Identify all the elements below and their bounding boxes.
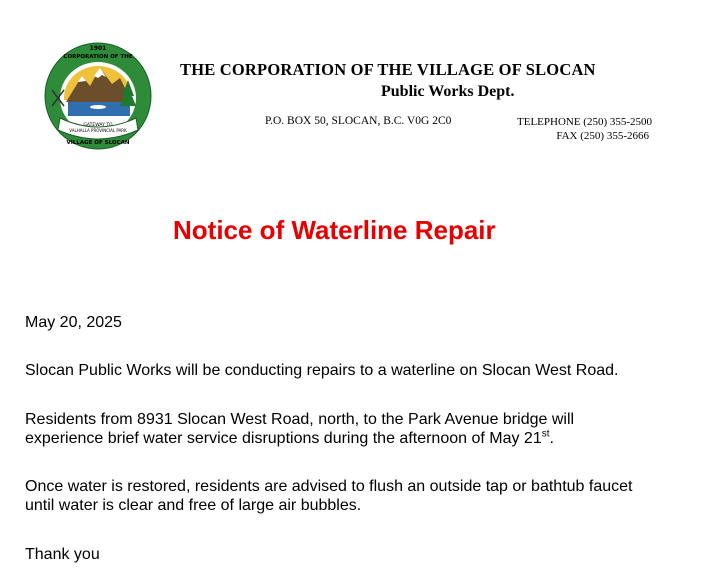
logo-ribbon-line2: VALHALLA PROVINCIAL PARK — [69, 128, 127, 133]
date-ordinal-suffix: st — [541, 428, 550, 440]
notice-title: Notice of Waterline Repair — [173, 215, 496, 245]
notice-date: May 20, 2025 — [25, 314, 122, 331]
logo-ring-bottom: VILLAGE OF SLOCAN — [66, 140, 130, 146]
paragraph-2-line-1: Residents from 8931 Slocan West Road, north, to the Park Avenue bridge will — [25, 411, 575, 428]
notice-paragraph-3 — [25, 477, 632, 515]
telephone-number: TELEPHONE (250) 355-2500 — [517, 116, 653, 128]
closing-text: Thank you — [25, 546, 100, 563]
paragraph-2-line-2-text: experience brief water service disruptions during the afternoon of May 21 — [25, 430, 542, 447]
contact-block — [517, 115, 653, 143]
logo-year: 1901 — [89, 45, 107, 52]
paragraph-2-line-2 — [25, 429, 574, 448]
notice-paragraph-2 — [25, 410, 574, 448]
paragraph-3-line-1: Once water is restored, residents are advised to flush an outside tap or bathtub faucet — [25, 478, 633, 495]
paragraph-2-period: . — [549, 430, 554, 447]
organization-title: THE CORPORATION OF THE VILLAGE OF SLOCAN — [180, 60, 596, 79]
notice-paragraph-1: Slocan Public Works will be conducting repairs to a waterline on Slocan West Road. — [25, 362, 619, 379]
logo-ring-top: CORPORATION OF THE — [63, 54, 133, 60]
logo-ribbon-line1: GATEWAY TO — [83, 123, 113, 128]
fax-number: FAX (250) 355-2666 — [556, 130, 649, 142]
village-seal-icon — [42, 40, 154, 152]
mailing-address: P.O. BOX 50, SLOCAN, B.C. V0G 2C0 — [265, 115, 452, 127]
paragraph-3-line-2: until water is clear and free of large air bubbles. — [25, 497, 362, 514]
department-name: Public Works Dept. — [381, 83, 515, 100]
village-logo — [42, 40, 154, 152]
